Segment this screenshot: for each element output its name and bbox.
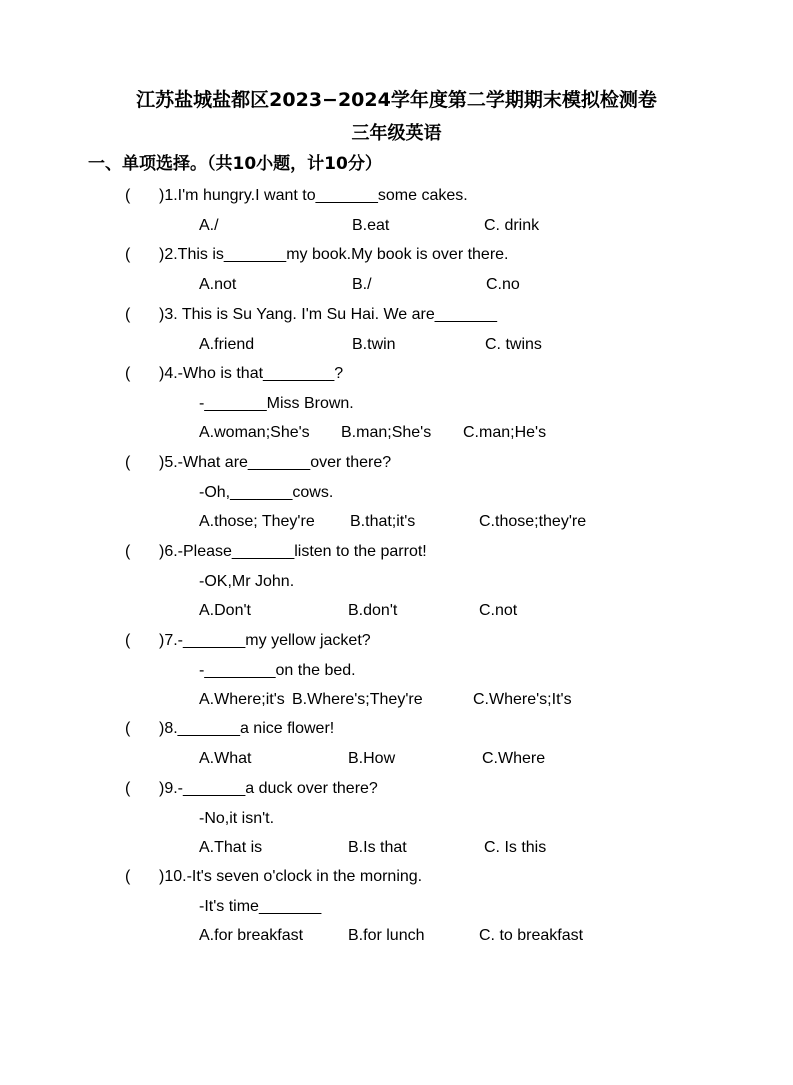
option-a: A.friend xyxy=(199,335,255,353)
answer-paren: ( xyxy=(125,780,131,797)
option-c: C.Where's;It's xyxy=(473,691,572,709)
question-reply: -________on the bed. xyxy=(199,661,356,679)
option-b: B./ xyxy=(352,275,372,293)
answer-paren: ( xyxy=(125,454,131,471)
option-b: B.don't xyxy=(348,602,398,620)
option-a: A.Where;it's xyxy=(199,691,285,709)
answer-paren: ( xyxy=(125,187,131,204)
option-a: A.What xyxy=(199,749,252,767)
option-c: C.no xyxy=(486,275,520,293)
question-reply: -_______Miss Brown. xyxy=(199,394,354,412)
option-c: C.those;they're xyxy=(479,513,587,531)
section-heading: 一、单项选择。（共10小题，计10分） xyxy=(88,154,382,174)
option-b: B.that;it's xyxy=(350,513,416,531)
option-c: C. to breakfast xyxy=(479,927,584,945)
option-c: C.not xyxy=(479,602,518,620)
option-a: A./ xyxy=(199,216,219,234)
question-stem: )1.I'm hungry.I want to_______some cakes. xyxy=(159,187,468,204)
question-stem: )10.-It's seven o'clock in the morning. xyxy=(159,868,423,885)
question-stem: )9.-_______a duck over there? xyxy=(159,780,378,797)
option-b: B.eat xyxy=(352,216,390,234)
question-stem: )4.-Who is that________? xyxy=(159,365,344,382)
question-reply: -OK,Mr John. xyxy=(199,572,295,590)
option-b: B.for lunch xyxy=(348,927,425,945)
option-a: A.woman;She's xyxy=(199,424,310,442)
option-a: A.for breakfast xyxy=(199,927,304,945)
question-reply: -Oh,_______cows. xyxy=(199,483,334,501)
question-stem: )7.-_______my yellow jacket? xyxy=(159,632,371,649)
option-c: C.Where xyxy=(482,749,546,767)
option-c: C. twins xyxy=(485,335,542,353)
option-a: A.Don't xyxy=(199,602,251,620)
answer-paren: ( xyxy=(125,306,131,323)
answer-paren: ( xyxy=(125,543,131,560)
answer-paren: ( xyxy=(125,365,131,382)
question-reply: -It's time_______ xyxy=(199,897,322,915)
exam-subtitle: 三年级英语 xyxy=(351,123,442,144)
option-a: A.those; They're xyxy=(199,513,315,531)
option-c: C.man;He's xyxy=(463,424,547,442)
option-b: B.How xyxy=(348,749,396,767)
question-reply: -No,it isn't. xyxy=(199,809,275,827)
answer-paren: ( xyxy=(125,868,131,885)
option-c: C. Is this xyxy=(484,839,547,857)
exam-title: 江苏盐城盐都区2023−2024学年度第二学期期末模拟检测卷 xyxy=(136,89,657,111)
option-b: B.twin xyxy=(352,335,396,353)
question-stem: )6.-Please_______listen to the parrot! xyxy=(159,543,427,560)
answer-paren: ( xyxy=(125,246,131,263)
option-a: A.not xyxy=(199,275,237,293)
option-b: B.Is that xyxy=(348,839,407,857)
option-b: B.Where's;They're xyxy=(292,691,423,709)
option-a: A.That is xyxy=(199,839,263,857)
question-stem: )3. This is Su Yang. I'm Su Hai. We are_______ xyxy=(159,306,498,323)
answer-paren: ( xyxy=(125,632,131,649)
question-stem: )2.This is_______my book.My book is over there. xyxy=(159,246,509,263)
question-stem: )8._______a nice flower! xyxy=(159,720,335,737)
option-b: B.man;She's xyxy=(341,424,432,442)
answer-paren: ( xyxy=(125,720,131,737)
option-c: C. drink xyxy=(484,216,540,234)
question-stem: )5.-What are_______over there? xyxy=(159,454,392,471)
